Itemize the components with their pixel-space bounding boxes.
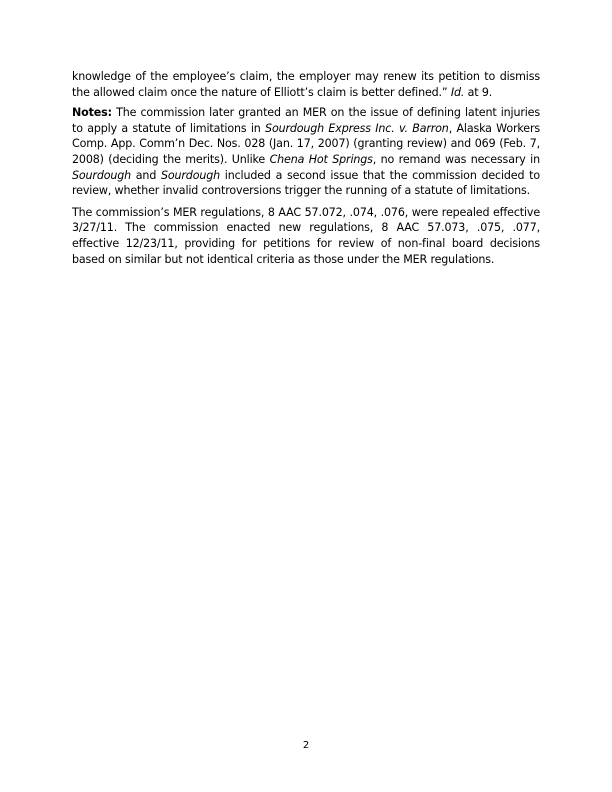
p2-case-name-3: Sourdough [72, 168, 132, 182]
p3-text: The commission’s MER regulations, 8 AAC 57.072, .074, .076, were repealed effective 3/27/11. The commission enacted new regulations, 8 AAC 57.073, .075, .077, effective 12/23/11, providing for petitions for review of non-final board decisions based on similar but not identical criteria as those under the MER regulations. [72, 205, 540, 266]
paragraph-regulations [72, 205, 540, 267]
p1-text-2: at 9. [464, 85, 493, 99]
p2-text-1: The commission later granted an MER on the issue of defining latent injuries to apply a statute of limitations in [72, 106, 540, 135]
page-number: 2 [302, 740, 310, 751]
paragraph-continuation [72, 69, 540, 100]
paragraph-notes [72, 105, 540, 199]
p2-text-3: , no remand was necessary in [372, 152, 540, 166]
notes-label: Notes: [72, 106, 112, 120]
p2-case-name-1: Sourdough Express Inc. v. Barron [265, 121, 449, 135]
p2-case-name-4: Sourdough [160, 168, 220, 182]
p2-case-name-2: Chena Hot Springs [269, 152, 373, 166]
p2-text-5: included a second issue that the commission decided to review, whether invalid controversions trigger the running of a statute of limitations. [72, 168, 540, 198]
p2-text-4: and [131, 168, 161, 182]
p1-citation-id: Id. [450, 85, 465, 99]
p1-text-1: knowledge of the employee’s claim, the employer may renew its petition to dismiss the allowed claim once the nature of Elliott’s claim is better defined.” [72, 70, 540, 99]
page-body [72, 69, 540, 273]
p2-text-2: , Alaska Workers Comp. App. Comm’n Dec. Nos. 028 (Jan. 17, 2007) (granting review) and 069 (Feb. 7, 2008) (deciding the merits). Unlike [72, 121, 540, 166]
